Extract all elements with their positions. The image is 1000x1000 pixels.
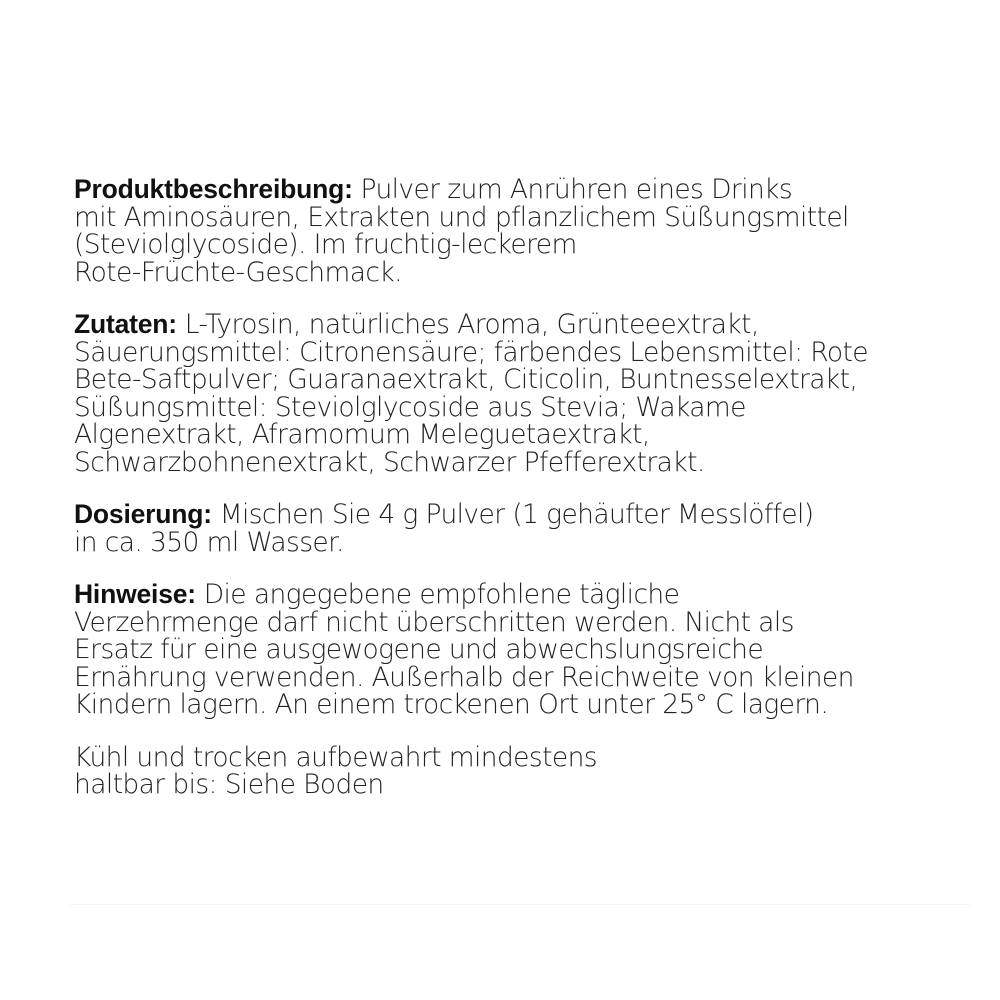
text-line: mit Aminosäuren, Extrakten und pflanzlichem Süßungsmittel [74, 201, 849, 233]
section-dosierung [74, 501, 974, 556]
text-line: Ersatz für eine ausgewogene und abwechslungsreiche [74, 634, 764, 665]
product-info-document [74, 176, 974, 824]
section-label: Produktbeschreibung: [74, 174, 353, 204]
section-produktbeschreibung [74, 176, 974, 286]
text-line: Algenextrakt, Aframomum Meleguetaextrakt, [74, 419, 650, 450]
divider [70, 904, 970, 905]
text-line [74, 581, 974, 609]
text-line: Schwarzbohnenextrakt, Schwarzer Pfefferextrakt. [74, 446, 705, 478]
text-line: Kindern lagern. An einem trockenen Ort unter 25° C lagern. [74, 689, 829, 720]
text-line [74, 176, 974, 204]
text-line [74, 501, 974, 529]
text-line [74, 311, 974, 339]
text-line: Ernährung verwenden. Außerhalb der Reichweite von kleinen [74, 661, 854, 693]
text-line: Bete-Saftpulver; Guaranaextrakt, Citicolin, Buntnesselextrakt, [74, 364, 858, 395]
text-line: Verzehrmenge darf nicht überschritten werden. Nicht als [74, 606, 794, 638]
text-line: (Steviolglycoside). Im fruchtig-leckerem [74, 229, 577, 260]
text-line: Süßungsmittel: Steviolglycoside aus Stevia; Wakame [74, 391, 746, 423]
text-line-content: Pulver zum Anrühren eines Drinks [360, 174, 793, 205]
section-label: Dosierung: [74, 499, 212, 529]
section-hinweise [74, 581, 974, 719]
text-line-content: Die angegebene empfohlene tägliche [203, 579, 680, 610]
text-line: Rote-Früchte-Geschmack. [74, 256, 402, 288]
text-line: in ca. 350 ml Wasser. [74, 526, 344, 558]
text-line: Kühl und trocken aufbewahrt mindestens [74, 741, 597, 773]
section-label: Zutaten: [74, 309, 177, 339]
text-line: Säuerungsmittel: Citronensäure; färbendes Lebensmittel: Rote [74, 336, 868, 368]
section-zutaten [74, 311, 974, 476]
section-label: Hinweise: [74, 579, 196, 609]
text-line-content: Mischen Sie 4 g Pulver (1 gehäufter Messlöffel) [219, 499, 814, 530]
section-lagerung [74, 741, 974, 800]
text-line: haltbar bis: Siehe Boden [74, 769, 384, 800]
text-line-content: L-Tyrosin, natürliches Aroma, Grünteeextrakt, [184, 309, 759, 340]
